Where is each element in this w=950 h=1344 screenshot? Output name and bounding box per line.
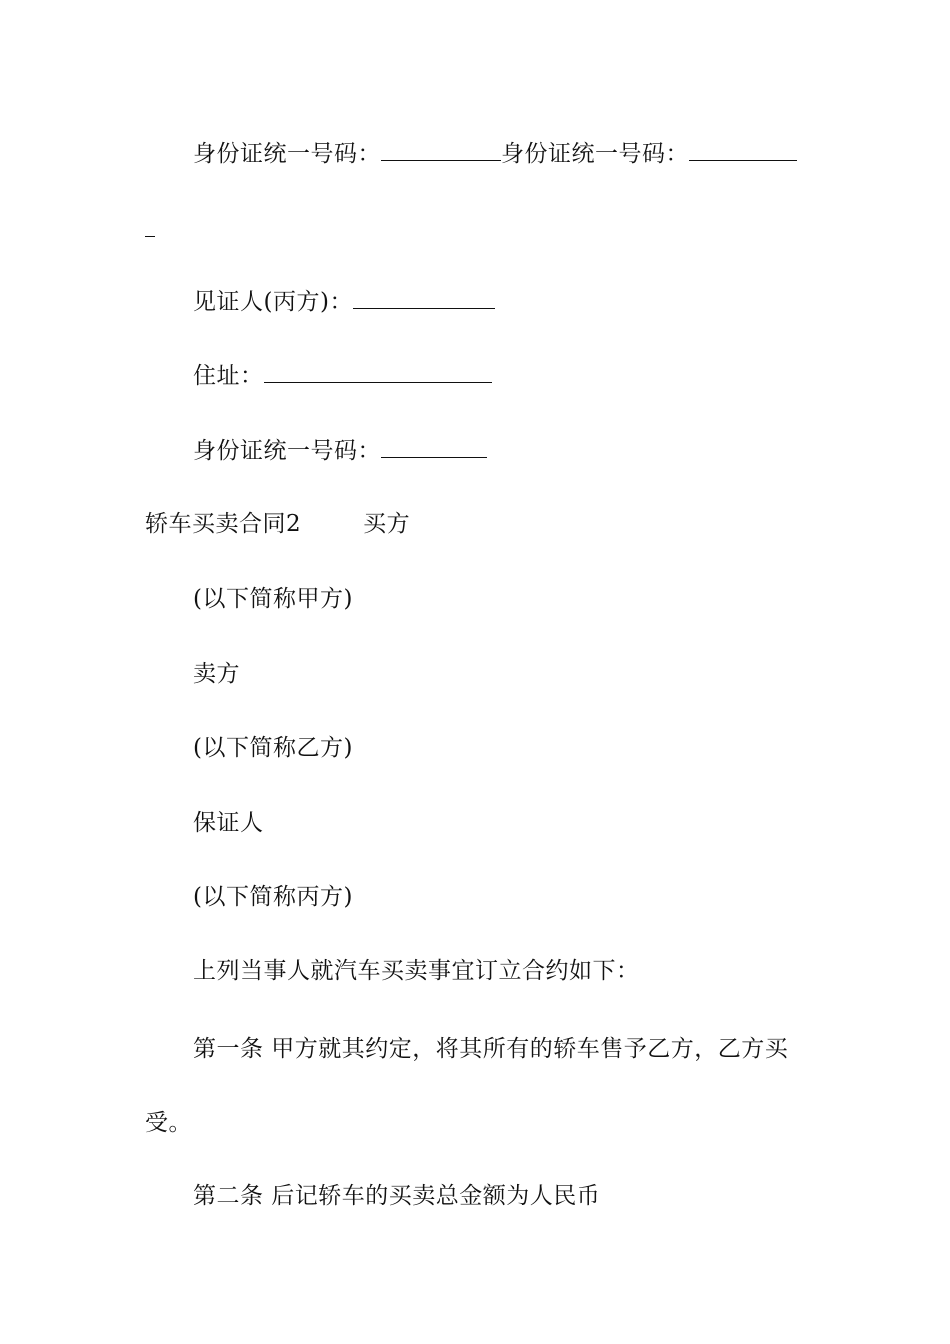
id-number-line-2 bbox=[193, 435, 487, 466]
id-number-line-1 bbox=[193, 138, 797, 169]
seller-note: (以下简称乙方) bbox=[193, 735, 353, 761]
article-1-line-1: 第一条 甲方就其约定，将其所有的轿车售予乙方，乙方买 bbox=[193, 1036, 789, 1062]
guarantor-label: 保证人 bbox=[193, 810, 264, 836]
contract-title-line bbox=[145, 509, 410, 539]
witness-blank bbox=[353, 286, 495, 309]
id-number-blank bbox=[381, 435, 487, 458]
id-number-blank bbox=[689, 138, 797, 161]
seller-label: 卖方 bbox=[193, 661, 240, 687]
witness-line bbox=[193, 286, 495, 317]
address-label: 住址： bbox=[193, 363, 264, 389]
contract-title: 轿车买卖合同2 bbox=[145, 511, 302, 537]
id-number-label: 身份证统一号码： bbox=[193, 438, 381, 464]
article-2-paragraph: 第二条 后记轿车的买卖总金额为人民币 bbox=[193, 1183, 601, 1209]
id-number-blank bbox=[381, 138, 501, 161]
witness-label: 见证人(丙方)： bbox=[193, 289, 353, 315]
buyer-note: (以下简称甲方) bbox=[193, 586, 353, 612]
preamble-paragraph: 上列当事人就汽车买卖事宜订立合约如下： bbox=[193, 958, 640, 984]
id-number-blank bbox=[145, 214, 155, 237]
address-line bbox=[193, 360, 492, 391]
id-number-label: 身份证统一号码： bbox=[193, 141, 381, 167]
buyer-label: 买方 bbox=[363, 511, 411, 537]
address-blank bbox=[264, 360, 492, 383]
id-number-label: 身份证统一号码： bbox=[501, 141, 689, 167]
article-1-line-2: 受。 bbox=[145, 1110, 192, 1136]
id-number-blank-continuation bbox=[145, 214, 155, 245]
guarantor-note: (以下简称丙方) bbox=[193, 884, 353, 910]
